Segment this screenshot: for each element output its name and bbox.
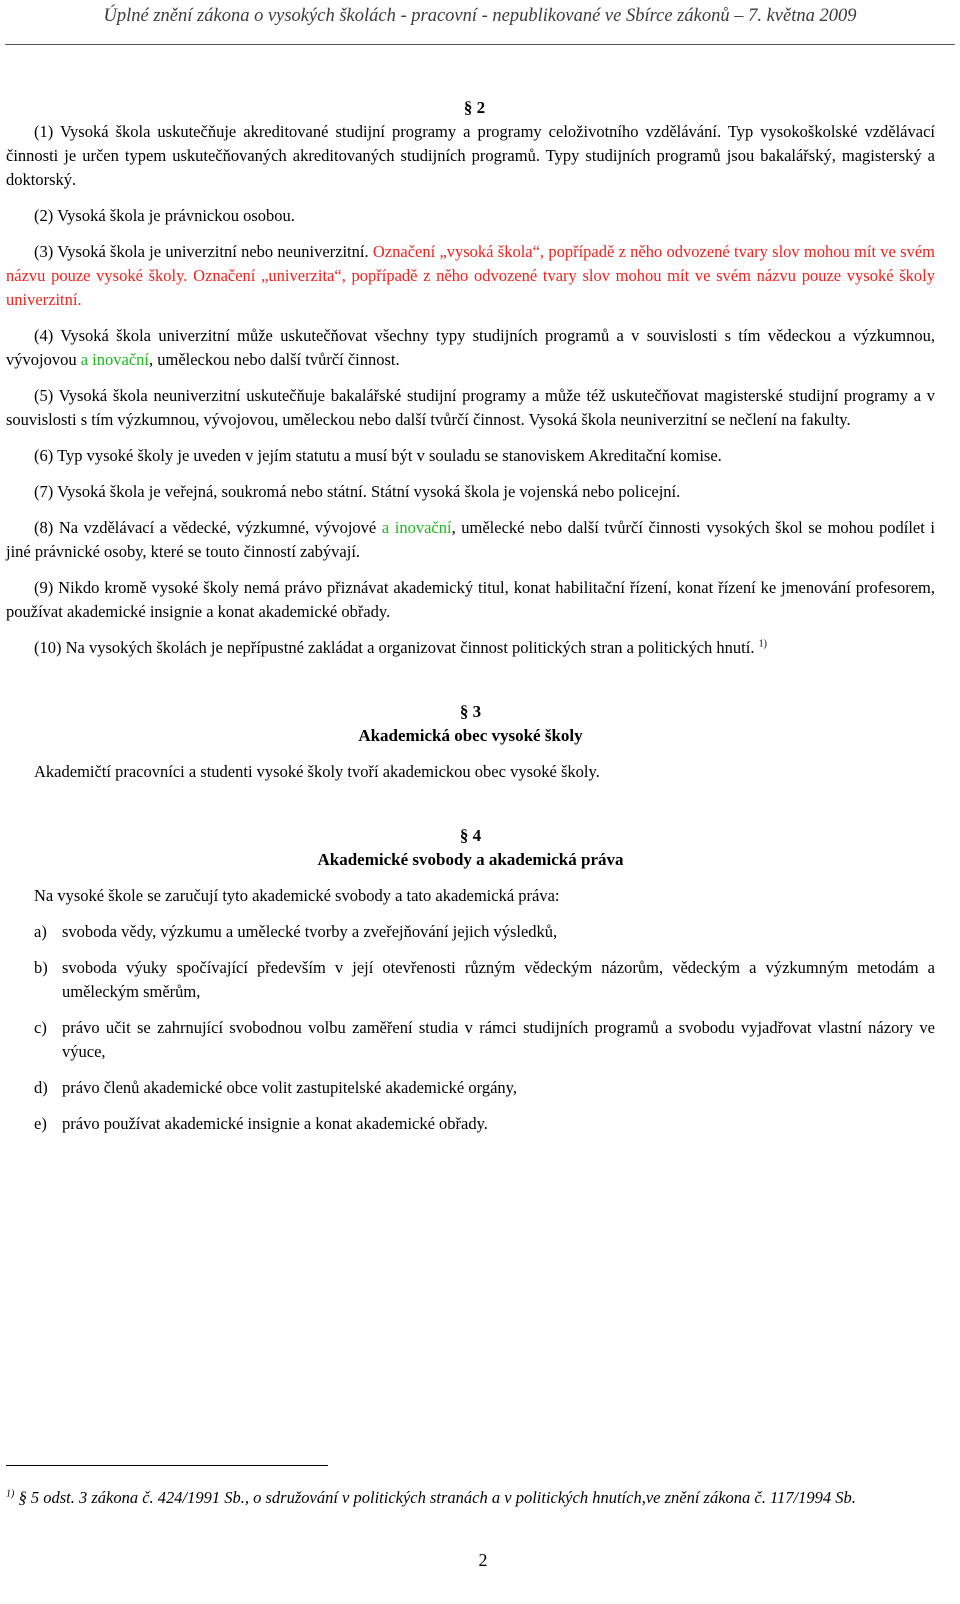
section-number-2: § 2 — [463, 98, 486, 117]
list-item-text: svoboda výuky spočívající především v její otevřenosti různým vědeckým názorům, vědeckým a výzkumným metodám a uměleckým směrům, — [62, 958, 935, 1001]
amendment-text-green: a inovační — [381, 518, 452, 537]
section-number-4: § 4 — [459, 826, 482, 845]
list-item-text: svoboda vědy, výzkumu a umělecké tvorby a zveřejňování jejich výsledků, — [62, 922, 558, 941]
list-item — [6, 1112, 935, 1136]
paragraph-2-7: (7) Vysoká škola je veřejná, soukromá nebo státní. Státní vysoká škola je vojenská nebo policejní. — [34, 482, 681, 501]
page-number: 2 — [478, 1550, 488, 1570]
paragraph-2-4 — [6, 324, 935, 372]
paragraph-2-2: (2) Vysoká škola je právnickou osobou. — [34, 206, 295, 225]
list-item-letter: c) — [34, 1018, 47, 1037]
list-item — [6, 920, 935, 944]
page-header: Úplné znění zákona o vysokých školách - pracovní - nepublikované ve Sbírce zákonů – 7. května 2009 — [103, 6, 857, 26]
footnote — [6, 1487, 946, 1509]
paragraph-2-5: (5) Vysoká škola neuniverzitní uskutečňuje bakalářské studijní programy a může též uskutečňovat magisterské studijní programy a v souvislosti s tím výzkumnou, vývojovou, uměleckou nebo další tvůrčí činnost. Vysoká škola neuniverzitní se nečlení na fakulty. — [6, 386, 935, 429]
paragraph-2-3-text: (3) Vysoká škola je univerzitní nebo neuniverzitní. — [34, 242, 373, 261]
section-title-3: Akademická obec vysoké školy — [358, 726, 583, 745]
list-item-text: právo učit se zahrnující svobodnou volbu zaměření studia v rámci studijních programů a svobodu vyjadřovat vlastní názory ve výuce, — [62, 1018, 935, 1061]
footnote-text: § 5 odst. 3 zákona č. 424/1991 Sb., o sdružování v politických stranách a v politických hnutích,ve znění zákona č. 117/1994 Sb. — [14, 1488, 856, 1507]
paragraph-2-1: (1) Vysoká škola uskutečňuje akreditované studijní programy a programy celoživotního vzdělávání. Typ vysokoškolské vzdělávací činnosti je určen typem uskutečňovaných akreditovaných studijních programů. Typy studijních programů jsou bakalářský, magisterský a doktorský. — [6, 122, 935, 189]
list-item-letter: b) — [34, 958, 48, 977]
rights-list — [6, 920, 935, 1136]
paragraph-2-9: (9) Nikdo kromě vysoké školy nemá právo přiznávat akademický titul, konat habilitační řízení, konat řízení ke jmenování profesorem, používat akademické insignie a konat akademické obřady. — [6, 578, 935, 621]
amendment-text-red: Označení „vysoká škola“, popřípadě z něho odvozené tvary slov mohou mít ve svém názvu pouze vysoké školy. Označení „univerzita“, popřípadě z něho odvozené tvary slov mohou mít ve svém názvu pouze vysoké školy univerzitní. — [6, 242, 935, 309]
list-item — [6, 956, 935, 1004]
list-item — [6, 1016, 935, 1064]
paragraph-2-8 — [6, 516, 935, 564]
footnote-reference[interactable]: 1) — [758, 638, 767, 650]
list-item-text: právo používat akademické insignie a konat akademické obřady. — [62, 1114, 488, 1133]
paragraph-4-intro: Na vysoké škole se zaručují tyto akademické svobody a tato akademická práva: — [34, 886, 560, 905]
footnote-mark: 1) — [6, 1488, 15, 1500]
footnote-divider — [6, 1465, 328, 1466]
paragraph-2-10-text: (10) Na vysokých školách je nepřípustné zakládat a organizovat činnost politických stran a politických hnutí. — [34, 638, 755, 657]
list-item — [6, 1076, 935, 1100]
paragraph-2-10 — [6, 636, 935, 660]
document-body — [6, 96, 935, 1148]
paragraph-2-8-text-a: (8) Na vzdělávací a vědecké, výzkumné, vývojové — [34, 518, 382, 537]
paragraph-2-4-text-a: (4) Vysoká škola univerzitní může uskutečňovat všechny typy studijních programů a v souvislosti s tím vědeckou a výzkumnou, vývojovou — [6, 326, 935, 369]
section-number-3: § 3 — [459, 702, 482, 721]
paragraph-3-1: Akademičtí pracovníci a studenti vysoké školy tvoří akademickou obec vysoké školy. — [34, 762, 600, 781]
list-item-letter: a) — [34, 922, 47, 941]
list-item-text: právo členů akademické obce volit zastupitelské akademické orgány, — [62, 1078, 517, 1097]
paragraph-2-4-text-b: , uměleckou nebo další tvůrčí činnost. — [148, 350, 400, 369]
amendment-text-green: a inovační — [80, 350, 149, 369]
section-title-4: Akademické svobody a akademická práva — [317, 850, 624, 869]
paragraph-2-8-text-b: , umělecké nebo další tvůrčí činnosti vysokých škol se mohou podílet i jiné právnické osoby, které se touto činností zabývají. — [6, 518, 935, 561]
paragraph-2-6: (6) Typ vysoké školy je uveden v jejím statutu a musí být v souladu se stanoviskem Akreditační komise. — [34, 446, 722, 465]
header-divider — [5, 44, 955, 45]
paragraph-2-3 — [6, 240, 935, 312]
list-item-letter: d) — [34, 1078, 48, 1097]
list-item-letter: e) — [34, 1114, 47, 1133]
